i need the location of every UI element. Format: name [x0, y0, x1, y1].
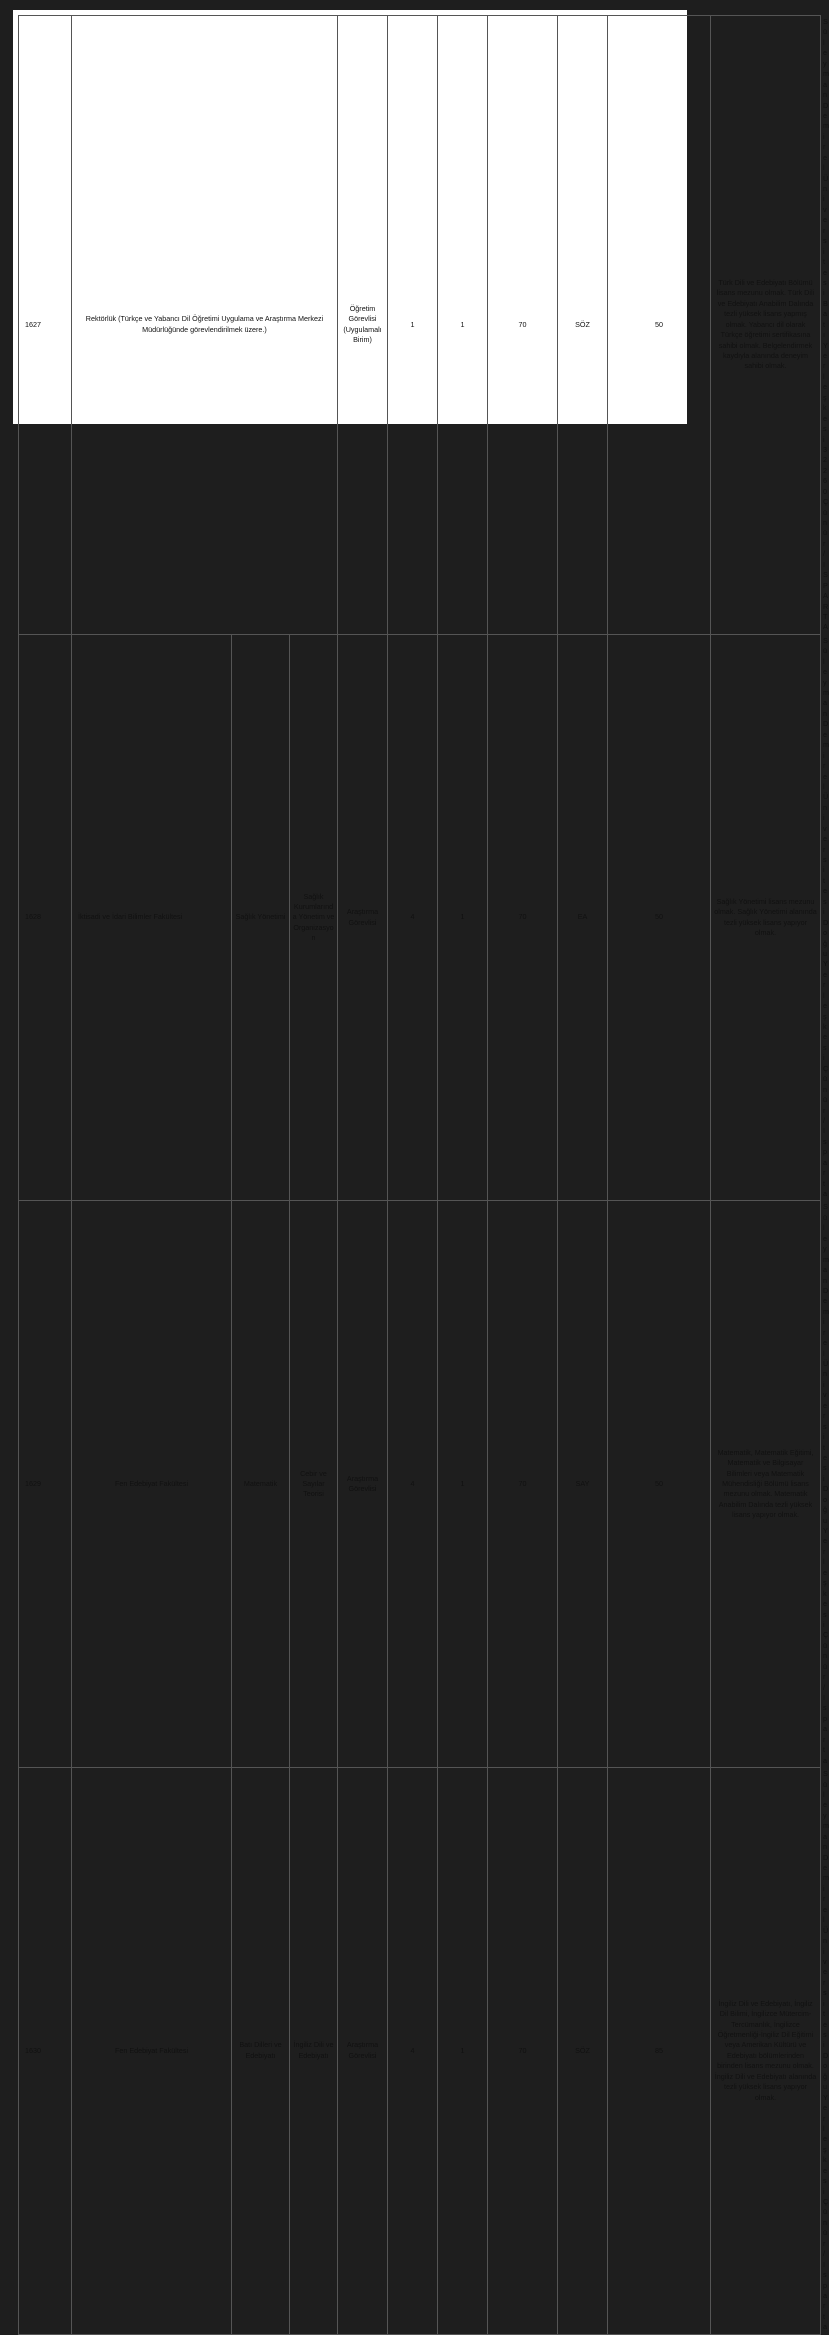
faculty-cell: Fen Edebiyat Fakültesi	[72, 1201, 232, 1768]
document-page	[13, 10, 829, 2332]
division-cell: Sağlık Kurumlarında Yönetim ve Organizasyon	[290, 634, 338, 1201]
language-score-cell: 85	[608, 1768, 711, 2335]
count-cell: 1	[438, 634, 488, 1201]
department-cell: Matematik	[232, 1201, 290, 1768]
language-score-cell: 50	[608, 1201, 711, 1768]
row-number: 1629	[19, 1201, 72, 1768]
department-cell: Sağlık Yönetimi	[232, 634, 290, 1201]
degree-cell: 4	[388, 1768, 438, 2335]
score-type-cell: SÖZ	[558, 16, 608, 635]
degree-cell: 1	[388, 16, 438, 635]
ales-cell: 70	[488, 1768, 558, 2335]
degree-cell: 4	[388, 634, 438, 1201]
score-type-cell: EA	[558, 634, 608, 1201]
requirements-cell: Sağlık Yönetimi lisans mezunu olmak. Sağlık Yönetimi alanında tezli yüksek lisans yapıyor olmak.	[711, 634, 821, 1201]
position-cell: Araştırma Görevlisi	[338, 634, 388, 1201]
table-row: 1629 Fen Edebiyat Fakültesi Matematik Cebir ve Sayılar Teorisi Araştırma Görevlisi 4 1 70 SAY 50 Matematik, Matematik Eğitimi, Matematik ve Bilgisayar Bilimleri veya Matematik Mühendisliği Bölümü lisans mezunu olmak. Matematik Anabilim Dalında tezli yüksek lisans yapıyor olmak. Süleyman Demirel Üniversitesi Doğu Yerleşkesi Çünür/Isparta	[19, 1201, 821, 1768]
score-type-cell: SAY	[558, 1201, 608, 1768]
unit-cell: Rektörlük (Türkçe ve Yabancı Dil Öğretimi Uygulama ve Araştırma Merkezi Müdürlüğünde görevlendirilmek üzere.)	[72, 16, 338, 635]
position-cell: Araştırma Görevlisi	[338, 1768, 388, 2335]
division-cell: Cebir ve Sayılar Teorisi	[290, 1201, 338, 1768]
requirements-cell: Türk Dili ve Edebiyatı Bölümü lisans mezunu olmak. Türk Dili ve Edebiyatı Anabilim Dalında tezli yüksek lisans yapmış olmak. Yabancı dil olarak Türkçe öğretimi sertifikasına sahibi olmak. Belgelendirmek kaydıyla alanında deneyim sahibi olmak.	[711, 16, 821, 635]
language-score-cell: 50	[608, 634, 711, 1201]
table-row: 1630 Fen Edebiyat Fakültesi Batı Dilleri ve Edebiyatı İngiliz Dili ve Edebiyatı Araştırma Görevlisi 4 1 70 SÖZ 85 İngiliz Dili ve Edebiyatı, İngiliz Dil Bilimi, İngilizce Mütercim-Tercümanlık, İngilizce Öğretmenliği-İngiliz Dil Eğitimi veya Amerikan Kültürü ve Edebiyatı bölümlerinden birinden lisans mezunu olmak. İngiliz Dili ve Edebiyatı alanında tezli yüksek lisans yapıyor olmak. Süleyman Demirel Üniversitesi Doğu Yerleşkesi Çünür/Isparta	[19, 1768, 821, 2335]
division-cell: İngiliz Dili ve Edebiyatı	[290, 1768, 338, 2335]
degree-cell: 4	[388, 1201, 438, 1768]
position-cell: Öğretim Görevlisi (Uygulamalı Birim)	[338, 16, 388, 635]
positions-table	[18, 15, 829, 2335]
row-number: 1630	[19, 1768, 72, 2335]
table-row: 1627 Rektörlük (Türkçe ve Yabancı Dil Öğretimi Uygulama ve Araştırma Merkezi Müdürlüğünde görevlendirilmek üzere.) Öğretim Görevlisi (Uygulamalı Birim) 1 1 70 SÖZ 50 Türk Dili ve Edebiyatı Bölümü lisans mezunu olmak. Türk Dili ve Edebiyatı Anabilim Dalında tezli yüksek lisans yapmış olmak. Yabancı dil olarak Türkçe öğretimi sertifikasına sahibi olmak. Belgelendirmek kaydıyla alanında deneyim sahibi olmak. Süleyman Demirel Üniversitesi Batı Yerleşkesi 32260 Çünür/ISPARTA	[19, 16, 821, 635]
ales-cell: 70	[488, 16, 558, 635]
count-cell: 1	[438, 16, 488, 635]
ales-cell: 70	[488, 1201, 558, 1768]
language-score-cell: 50	[608, 16, 711, 635]
count-cell: 1	[438, 1201, 488, 1768]
requirements-cell: Matematik, Matematik Eğitimi, Matematik ve Bilgisayar Bilimleri veya Matematik Mühendisliği Bölümü lisans mezunu olmak. Matematik Anabilim Dalında tezli yüksek lisans yapıyor olmak.	[711, 1201, 821, 1768]
score-type-cell: SÖZ	[558, 1768, 608, 2335]
position-cell: Araştırma Görevlisi	[338, 1201, 388, 1768]
faculty-cell: Fen Edebiyat Fakültesi	[72, 1768, 232, 2335]
department-cell: Batı Dilleri ve Edebiyatı	[232, 1768, 290, 2335]
row-number: 1628	[19, 634, 72, 1201]
faculty-cell: İktisadi ve İdari Bilimler Fakültesi	[72, 634, 232, 1201]
requirements-cell: İngiliz Dili ve Edebiyatı, İngiliz Dil Bilimi, İngilizce Mütercim-Tercümanlık, İngilizce Öğretmenliği-İngiliz Dil Eğitimi veya Amerikan Kültürü ve Edebiyatı bölümlerinden birinden lisans mezunu olmak. İngiliz Dili ve Edebiyatı alanında tezli yüksek lisans yapıyor olmak.	[711, 1768, 821, 2335]
ales-cell: 70	[488, 634, 558, 1201]
row-number: 1627	[19, 16, 72, 635]
count-cell: 1	[438, 1768, 488, 2335]
table-row: 1628 İktisadi ve İdari Bilimler Fakültesi Sağlık Yönetimi Sağlık Kurumlarında Yönetim ve Organizasyon Araştırma Görevlisi 4 1 70 EA 50 Sağlık Yönetimi lisans mezunu olmak. Sağlık Yönetimi alanında tezli yüksek lisans yapıyor olmak. Süleyman Demirel Üniversitesi Doğu Yerleşkesi Çünür/Isparta	[19, 634, 821, 1201]
